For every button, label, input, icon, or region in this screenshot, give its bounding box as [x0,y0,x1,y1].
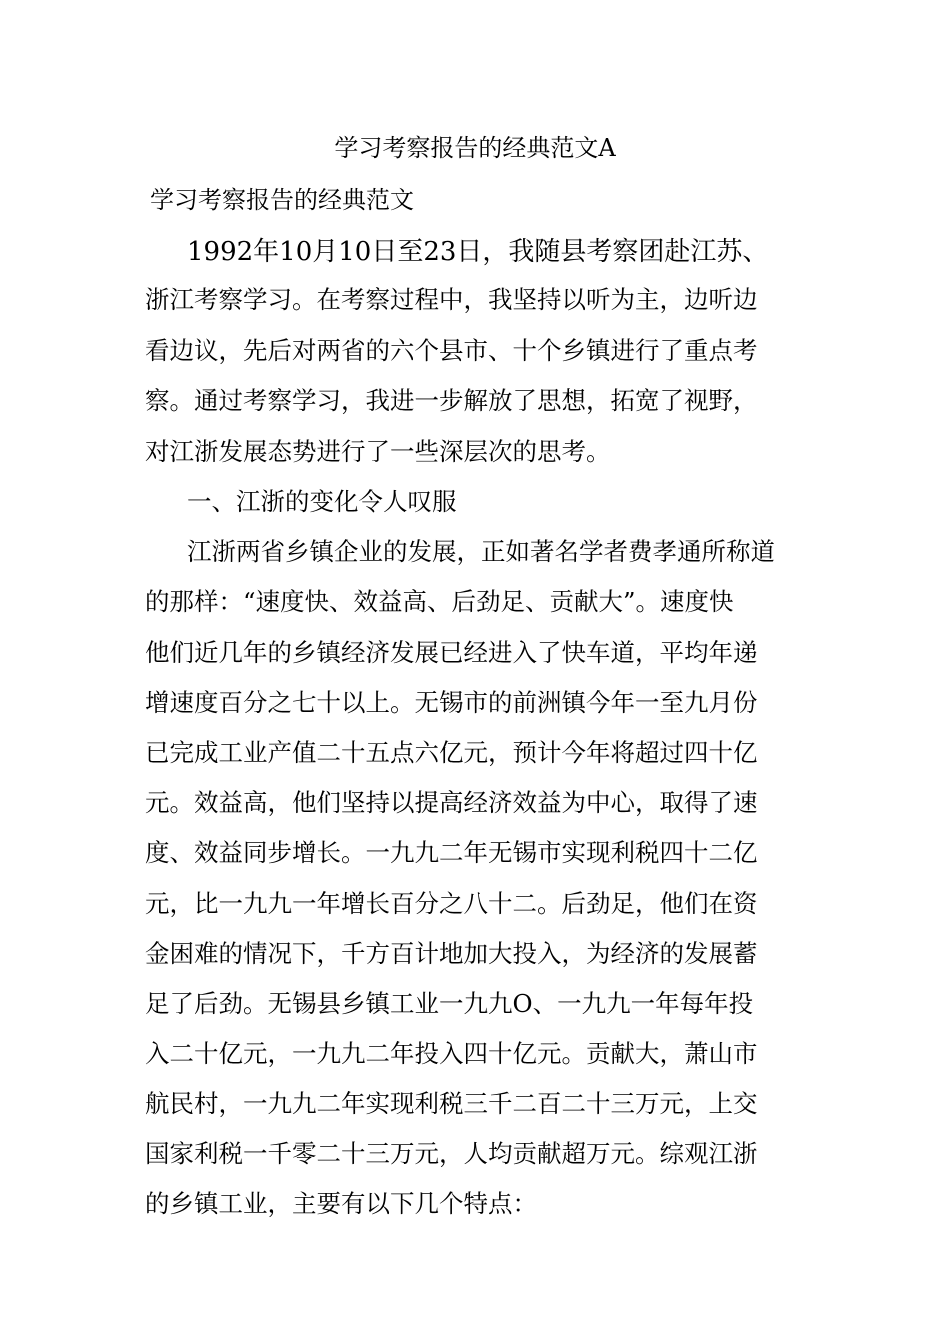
paragraph-line: 察。通过考察学习，我进一步解放了思想，拓宽了视野， [145,386,758,415]
document-subtitle: 学习考察报告的经典范文 [150,186,414,214]
paragraph-line: 江浙两省乡镇企业的发展，正如著名学者费孝通所称道 [187,537,775,566]
paragraph-line: 已完成工业产值二十五点六亿元，预计今年将超过四十亿 [145,738,758,767]
paragraph-line: 国家利税一千零二十三万元，人均贡献超万元。综观江浙 [145,1139,758,1168]
paragraph-line: 的乡镇工业，主要有以下几个特点： [145,1189,537,1218]
paragraph-line: 航民村，一九九二年实现利税三千二百二十三万元，上交 [145,1089,758,1118]
paragraph-line: 度、效益同步增长。一九九二年无锡市实现利税四十二亿 [145,838,758,867]
paragraph-line: 浙江考察学习。在考察过程中，我坚持以听为主，边听边 [145,285,758,314]
document-title: 学习考察报告的经典范文A [334,134,616,162]
paragraph-line: 金困难的情况下，千方百计地加大投入，为经济的发展蓄 [145,939,758,968]
paragraph-line: 1992年10月10日至23日，我随县考察团赴江苏、 [187,237,769,267]
paragraph-line: 元。效益高，他们坚持以提高经济效益为中心，取得了速 [145,788,758,817]
paragraph-line: 足了后劲。无锡县乡镇工业一九九O、一九九一年每年投 [145,989,754,1018]
paragraph-line: 他们近几年的乡镇经济发展已经进入了快车道，平均年递 [145,638,758,667]
paragraph-line: 的那样：“速度快、效益高、后劲足、贡献大”。速度快 [145,587,734,616]
paragraph-line: 元，比一九九一年增长百分之八十二。后劲足，他们在资 [145,889,758,918]
paragraph-line: 看边议，先后对两省的六个县市、十个乡镇进行了重点考 [145,336,758,365]
paragraph-line: 对江浙发展态势进行了一些深层次的思考。 [145,437,611,466]
paragraph-line: 增速度百分之七十以上。无锡市的前洲镇今年一至九月份 [145,688,758,717]
section-heading: 一、江浙的变化令人叹服 [187,487,457,516]
paragraph-line: 入二十亿元，一九九二年投入四十亿元。贡献大，萧山市 [145,1039,758,1068]
